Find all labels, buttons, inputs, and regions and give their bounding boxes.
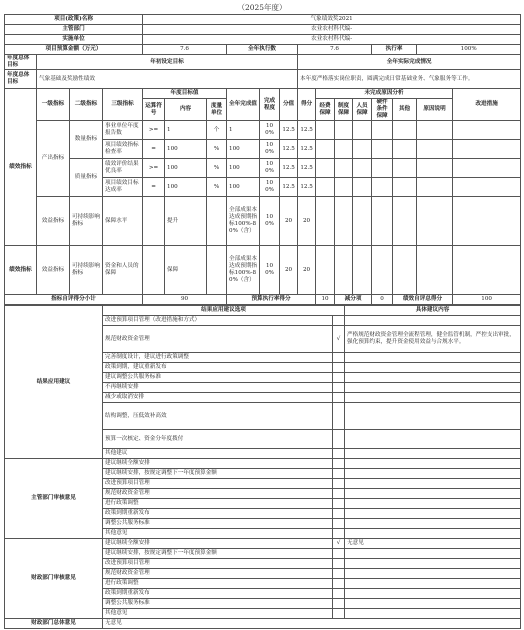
init-goal-label: 年初设定目标 [37,55,298,70]
dept-review-label: 主管部门审核意见 [5,459,103,539]
ind-l2-sustain: 可持续影响指标 [70,197,103,246]
hdr-r6: 原因说明 [417,99,453,121]
ind-op: = [143,178,165,197]
col-apply: 结果应用建议选项 [103,306,345,316]
ind2-score: 20 [280,246,298,295]
ind-l1-output: 产出指标 [37,121,70,197]
overall-text: 无意见 [103,619,521,629]
ind-degree: 100% [260,197,280,246]
ind-full: 1 [227,121,260,140]
ind-l1-benefit: 效益指标 [37,197,70,246]
ind-content: 100 [165,140,207,159]
hdr-r1: 经费保障 [316,99,335,121]
result-detail: 严格规范财政资金管理全流程管理，健全监管机制，严控支出审批，强化预算约束，提升资金使用效益与合规水平。 [345,326,521,353]
ind-l3: 事业单位年度报告数 [103,121,143,140]
dept-option: 建议继续安排，按规定调整下一年度预算金额 [103,469,333,479]
hdr-lvl2: 二级指标 [70,89,103,121]
hdr-op: 运算符号 [143,99,165,121]
ind-got: 12.5 [298,140,316,159]
dept-option: 进行政策调整 [103,499,333,509]
ind-unit: % [207,178,227,197]
result-option: 结构调整，压低效补高效 [103,403,333,430]
ind-op: >= [143,121,165,140]
finance-option: 建议继续安排，按规定调整下一年度预算金额 [103,549,333,559]
result-option: 预算一次核定、资金分年度拨付 [103,430,333,449]
total-score: 100 [453,295,521,305]
ind-unit: 个 [207,121,227,140]
ind-got: 12.5 [298,121,316,140]
ind-score: 12.5 [280,159,298,178]
actual-label: 全年实际完成情况 [298,55,521,70]
hdr-r2: 制度保障 [335,99,353,121]
ind-op: = [143,140,165,159]
self-score: 90 [143,295,227,305]
ind-l2-quality: 质量指标 [70,159,103,197]
main-table [4,14,521,305]
ind-full: 100 [227,178,260,197]
budget-label: 项目预算金额（万元） [5,45,143,55]
finance-option: 调整公共服务标准 [103,599,333,609]
dept-option: 规范财政资金管理 [103,489,333,499]
finance-review-label: 财政部门审核意见 [5,539,103,619]
hdr-measure: 改进措施 [453,89,521,121]
ind-content: 提升 [165,197,207,246]
hdr-content: 内容 [165,99,207,121]
ind-score: 20 [280,197,298,246]
ind-op: >= [143,159,165,178]
hdr-year-value: 年度目标值 [143,89,227,99]
dept-option: 其他意见 [103,529,333,539]
ind-got: 12.5 [298,178,316,197]
finance-option: 进行政策调整 [103,579,333,589]
exec-label: 全年执行数 [227,45,298,55]
result-option: 改进预算项目管理（改进措施和方式） [103,316,333,326]
ind-unit: % [207,140,227,159]
hdr-got: 得分 [298,89,316,121]
finance-option: 建议继续全额安排 [103,539,333,549]
hdr-score: 分值 [280,89,298,121]
minus-label: 减分项 [335,295,372,305]
goal-text: 气象基础及奖励性绩效 [37,70,298,89]
ind2-op [143,246,165,295]
result-option: 建议调整公共服务标准 [103,373,333,383]
budget-value: 7.6 [143,45,227,55]
ind-unit: % [207,159,227,178]
perf-indicator-label: 绩效指标 [5,89,37,246]
budget-score-label: 预算执行率得分 [227,295,316,305]
rate-value: 100% [417,45,521,55]
hdr-r5: 其他 [393,99,417,121]
ind2-full: 全部成果本达成预期指标100%-80%（含） [227,246,260,295]
ind2-l3: 资金和人员的保障 [103,246,143,295]
result-table [4,305,521,629]
dept-option: 政策到期重新发布 [103,509,333,519]
ind-op [143,197,165,246]
ind-degree: 100% [260,159,280,178]
self-score-label: 指标自评得分小计 [5,295,143,305]
dept-label: 主管部门 [5,25,143,35]
finance-detail: 无意见 [345,539,521,549]
hdr-reason: 未完成原因分析 [316,89,453,99]
result-label: 结果应用建议 [5,306,103,459]
dept-option: 改进预算项目管理 [103,479,333,489]
ind2-unit [207,246,227,295]
ind-l2-quantity: 数量指标 [70,121,103,159]
hdr-lvl3: 三级指标 [103,89,143,121]
rate-label: 执行率 [372,45,417,55]
ind2-content: 保障 [165,246,207,295]
ind-degree: 100% [260,178,280,197]
perf-indicator-label-2: 绩效指标 [5,246,37,295]
dept-value: 农业农村科代编- [143,25,521,35]
result-check-mark: √ [333,326,345,353]
unit-value: 农业农村科代编- [143,35,521,45]
hdr-full-value: 全年完成值 [227,89,260,121]
hdr-unit: 度量单位 [207,99,227,121]
finance-check-mark: √ [333,539,345,549]
ind-score: 12.5 [280,121,298,140]
project-name-label: 项目(政策)名称 [5,15,143,25]
hdr-degree: 完成程度 [260,89,280,121]
result-option: 规范财政资金管理 [103,326,333,353]
ind-degree: 100% [260,121,280,140]
year-title: （2025年度） [237,3,287,12]
ind-score: 12.5 [280,140,298,159]
ind-full: 100 [227,140,260,159]
hdr-r4: 硬件条件保障 [372,99,393,121]
ind-content: 100 [165,159,207,178]
result-option: 政策到期，建议重新发布 [103,363,333,373]
finance-option: 其他意见 [103,609,333,619]
finance-option: 改进预算项目管理 [103,559,333,569]
dept-option: 建议继续全额安排 [103,459,333,469]
ind-content: 100 [165,178,207,197]
ind-unit [207,197,227,246]
finance-option: 规范财政资金管理 [103,569,333,579]
result-option: 其他建议 [103,449,333,459]
actual-text: 本年度严格落实岗位职责，圆满完成日常基础业务、气象服务等工作。 [298,70,521,89]
result-option: 完善制度设计，建议进行政策调整 [103,353,333,363]
finance-option: 政策到期重新发布 [103,589,333,599]
exec-value: 7.6 [298,45,372,55]
ind2-got: 20 [298,246,316,295]
result-option: 减少或取消安排 [103,393,333,403]
overall-label: 财政部门总体意见 [5,619,103,629]
unit-label: 实施单位 [5,35,143,45]
ind-l3: 保障水平 [103,197,143,246]
ind-l3: 项目绩效指标检查率 [103,140,143,159]
ind-got: 12.5 [298,159,316,178]
project-name: 气象绩效奖2021 [143,15,521,25]
minus-score: 0 [372,295,393,305]
ind-degree: 100% [260,140,280,159]
ind-l3: 绩效评价结果优良率 [103,159,143,178]
ind2-l1: 效益指标 [37,246,70,295]
ind-got: 20 [298,197,316,246]
hdr-r3: 人员保障 [353,99,372,121]
goal-label: 年度总体目标 [5,55,37,70]
goal-label-2: 年度总体目标 [5,70,37,89]
ind-full: 全部成果本达成预期指标100%-80%（含） [227,197,260,246]
ind-score: 12.5 [280,178,298,197]
dept-option: 调整公共服务标准 [103,519,333,529]
ind-content: 1 [165,121,207,140]
performance-form [4,14,520,629]
result-option: 不再继续安排 [103,383,333,393]
ind-full: 100 [227,159,260,178]
hdr-lvl1: 一级指标 [37,89,70,121]
ind2-l2: 可持续影响指标 [70,246,103,295]
total-label: 绩效自评总得分 [393,295,453,305]
col-detail: 具体建议内容 [345,306,521,316]
ind2-degree: 100% [260,246,280,295]
budget-score: 10 [316,295,335,305]
ind-l3: 项目绩效目标达成率 [103,178,143,197]
